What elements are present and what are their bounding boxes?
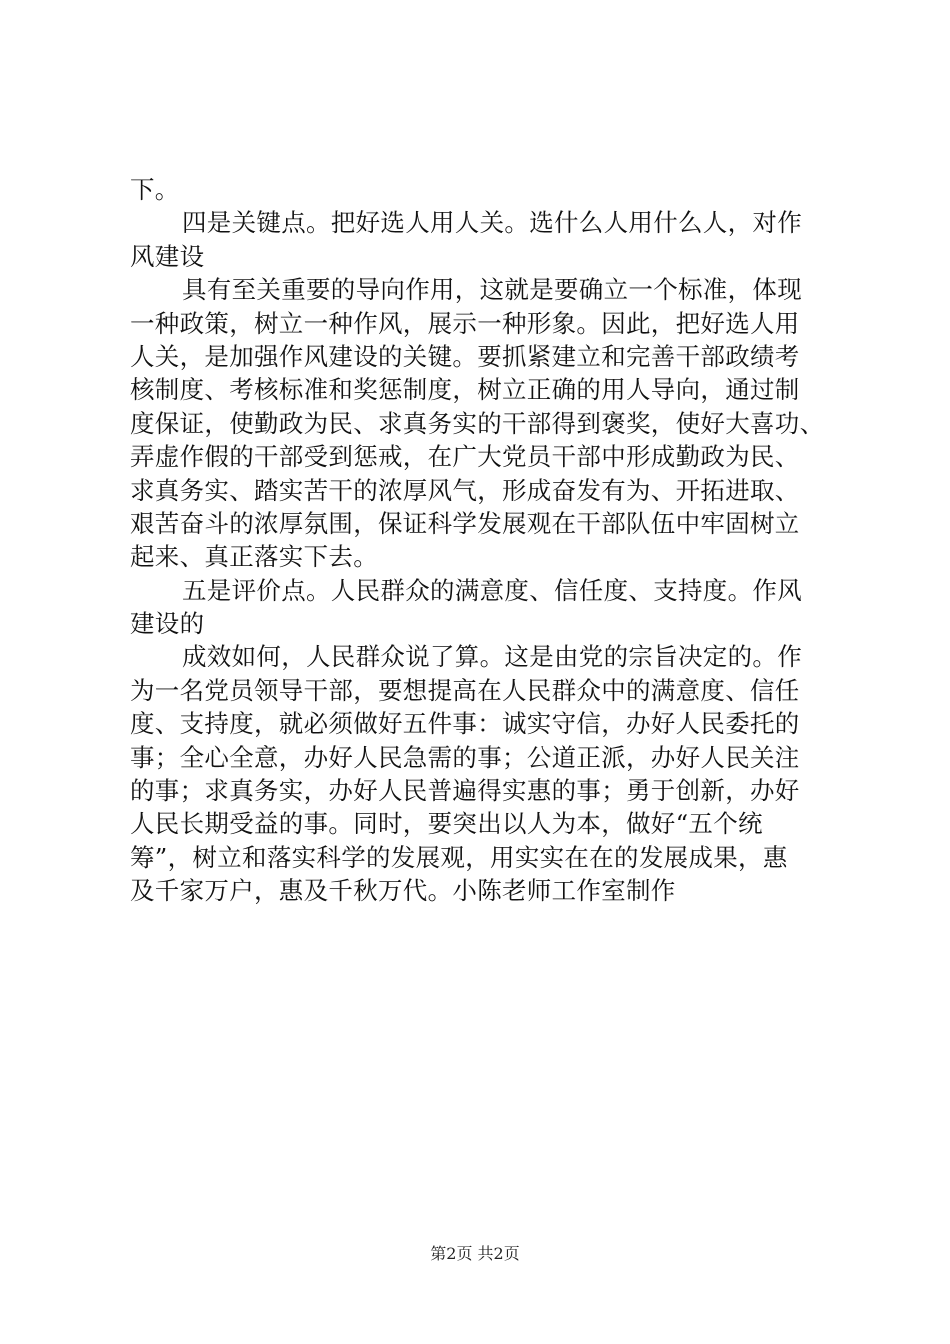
text-line: 核制度、考核标准和奖惩制度，树立正确的用人导向，通过制 [130,375,800,405]
text-line: 五是评价点。人民群众的满意度、信任度、支持度。作风 [182,575,802,605]
text-line: 的事；求真务实，办好人民普遍得实惠的事；勇于创新，办好 [130,776,800,806]
text-line: 度、支持度，就必须做好五件事：诚实守信，办好人民委托的 [130,709,800,739]
document-body [130,173,830,908]
text-line: 一种政策，树立一种作风，展示一种形象。因此，把好选人用 [130,308,800,338]
text-line: 起来、真正落实下去。 [130,542,378,572]
text-line: 风建设 [130,241,205,271]
text-line: 人民长期受益的事。同时，要突出以人为本，做好“五个统 [130,809,763,839]
text-line: 筹”，树立和落实科学的发展观，用实实在在的发展成果，惠 [130,842,788,872]
text-line: 具有至关重要的导向作用，这就是要确立一个标准，体现 [182,275,802,305]
text-line: 求真务实、踏实苦干的浓厚风气，形成奋发有为、开拓进取、 [130,475,800,505]
text-line: 事；全心全意，办好人民急需的事；公道正派，办好人民关注 [130,742,800,772]
text-line: 建设的 [130,609,205,639]
page-footer: 第2页 共2页 [430,1244,520,1263]
text-line: 弄虚作假的干部受到惩戒，在广大党员干部中形成勤政为民、 [130,442,800,472]
text-line: 度保证，使勤政为民、求真务实的干部得到褒奖，使好大喜功、 [130,408,825,438]
text-line: 及千家万户，惠及千秋万代。小陈老师工作室制作 [130,876,676,906]
text-line: 四是关键点。把好选人用人关。选什么人用什么人，对作 [182,208,802,238]
text-line: 艰苦奋斗的浓厚氛围，保证科学发展观在干部队伍中牢固树立 [130,508,800,538]
text-line: 人关，是加强作风建设的关键。要抓紧建立和完善干部政绩考 [130,341,800,371]
text-line: 为一名党员领导干部，要想提高在人民群众中的满意度、信任 [130,675,800,705]
text-line: 下。 [130,175,180,204]
text-line: 成效如何，人民群众说了算。这是由党的宗旨决定的。作 [182,642,802,672]
